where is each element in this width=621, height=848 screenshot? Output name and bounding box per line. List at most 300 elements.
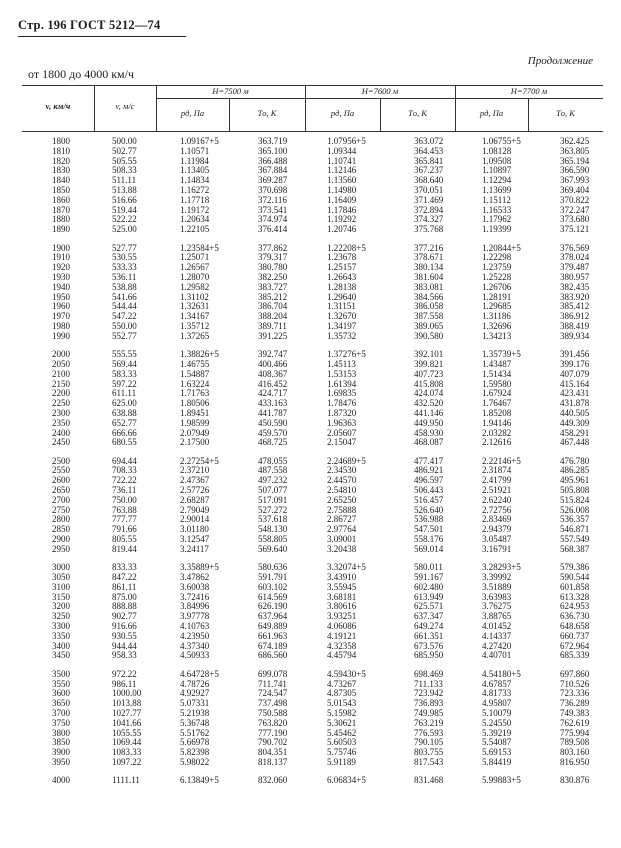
table-cell: 368.640 [414,175,444,186]
table-cell: 661.963 [258,630,288,641]
table-cell: 1.89451 [180,407,210,418]
table-cell: 1.22298 [482,252,512,263]
table-cell: 1.10897 [482,165,512,176]
table-cell: 2000 [52,349,70,360]
table-cell: 550.00 [112,320,137,331]
table-cell: 750.00 [112,494,137,505]
table-row [22,699,603,709]
table-cell: 1.16409 [327,194,357,205]
table-cell: 449.950 [414,417,444,428]
table-cell: 1.06755+5 [482,136,521,146]
table-cell: 1.85208 [482,407,512,418]
table-cell: 1990 [52,330,70,341]
table-cell: 1910 [52,252,70,263]
table-cell: 819.44 [112,543,137,554]
table-cell: 580.011 [414,562,443,573]
table-cell: 2.24689+5 [327,455,366,466]
table-cell: 1.96363 [327,417,357,428]
table-cell: 4.37340 [180,640,210,651]
table-cell: 1.23678 [327,252,357,263]
table-cell: 2.57726 [180,485,210,496]
table-cell: 440.505 [560,407,590,418]
table-row [22,273,603,283]
table-cell: 516.457 [414,494,444,505]
table-cell: 5.75746 [327,747,357,758]
table-cell: 569.44 [112,358,137,369]
table-cell: 2100 [52,368,70,379]
table-cell: 3150 [52,591,70,602]
table-cell: 1.31151 [327,301,356,312]
table-cell: 3.01180 [180,524,209,535]
table-row [22,680,603,690]
table-cell: 365.100 [258,145,288,156]
table-row [22,593,603,603]
table-cell: 5.66978 [180,737,210,748]
table-cell: 5.10079 [482,708,512,718]
table-cell: 613.328 [560,591,590,602]
table-row [22,719,603,729]
table-cell: 1.45113 [327,358,356,369]
table-row [22,466,603,476]
table-cell: 3450 [52,650,70,661]
table-row [22,438,603,448]
table-cell: 516.66 [112,194,137,205]
table-row [22,486,603,496]
table-cell: 370.051 [414,184,444,195]
table-cell: 537.618 [258,514,288,525]
table-cell: 496.597 [414,475,444,486]
table-cell: 3700 [52,708,70,718]
table-cell: 5.69153 [482,747,512,758]
table-cell: 2400 [52,427,70,438]
table-cell: 2.94379 [482,524,512,535]
page-title: Стр. 196 ГОСТ 5212—74 [18,18,161,32]
table-cell: 547.22 [112,311,137,322]
table-cell: 387.558 [414,311,444,322]
table-cell: 637.964 [258,611,288,622]
table-cell: 377.862 [258,242,288,253]
table-cell: 1.76467 [482,398,512,409]
table-row [22,583,603,593]
table-cell: 1.51434 [482,368,512,379]
table-cell: 861.11 [112,581,137,592]
table-cell: 389.934 [560,330,590,341]
table-cell: 1.19292 [327,214,357,225]
table-row [22,186,603,196]
table-cell: 1930 [52,271,70,282]
table-cell: 431.878 [560,398,590,409]
table-cell: 1.31186 [482,311,511,322]
row-group [22,457,603,555]
table-row [22,225,603,235]
table-cell: 389.711 [258,320,287,331]
table-cell: 558.805 [258,534,288,545]
table-row [22,322,603,332]
table-cell: 916.66 [112,621,137,632]
table-cell: 1.20634 [180,214,210,225]
table-cell: 3900 [52,747,70,758]
table-cell: 694.44 [112,455,137,466]
table-cell: 2.22146+5 [482,455,521,466]
table-cell: 817.543 [414,756,444,767]
table-cell: 1800 [52,136,70,146]
table-cell: 1980 [52,320,70,331]
col-header: Tо, К [408,108,427,118]
table-cell: 591.167 [414,572,444,583]
table-cell: 698.469 [414,668,444,679]
table-cell: 790.105 [414,737,444,748]
table-cell: 3.12547 [180,534,210,545]
table-cell: 2150 [52,378,70,389]
col-header: pд, Па [330,108,355,118]
table-cell: 597.22 [112,378,137,389]
table-cell: 736.893 [414,698,444,709]
table-cell: 1083.33 [112,747,142,758]
table-cell: 1.32670 [327,311,357,322]
table-cell: 372.247 [560,204,590,215]
table-cell: 4.78726 [180,678,210,689]
table-cell: 3800 [52,727,70,738]
table-cell: 5.91189 [327,756,356,767]
table-cell: 548.130 [258,524,288,535]
table-cell: 1.32631 [180,301,210,312]
table-cell: 2.68287 [180,494,210,505]
row-group [22,670,603,768]
table-cell: 502.77 [112,145,137,156]
table-cell: 369.404 [560,184,590,195]
table-cell: 2900 [52,534,70,545]
col-header: Tо, К [556,108,575,118]
table-cell: 1880 [52,214,70,225]
table-cell: 1.71763 [180,388,210,399]
table-row [22,709,603,719]
table-cell: 1.22105 [180,224,210,235]
table-cell: 2.34530 [327,465,357,476]
table-cell: 536.988 [414,514,444,525]
table-cell: 4000 [52,775,70,786]
table-cell: 364.453 [414,145,444,156]
table-cell: 1.80506 [180,398,210,409]
table-cell: 380.957 [560,271,590,282]
table-cell: 1.26643 [327,271,357,282]
table-cell: 1055.55 [112,727,142,738]
table-cell: 902.77 [112,611,137,622]
table-cell: 686.560 [258,650,288,661]
table-cell: 369.287 [258,175,288,186]
table-cell: 888.88 [112,601,137,612]
table-cell: 2.79049 [180,504,210,515]
table-cell: 4.06086 [327,621,357,632]
table-cell: 497.232 [258,475,288,486]
table-cell: 624.953 [560,601,590,612]
table-cell: 685.950 [414,650,444,661]
table-cell: 486.285 [560,465,590,476]
table-row [22,563,603,573]
table-cell: 4.92927 [180,688,210,699]
table-cell: 1.53153 [327,368,357,379]
table-cell: 1.35712 [180,320,210,331]
table-cell: 2.05607 [327,427,357,438]
table-cell: 2700 [52,494,70,505]
table-cell: 530.55 [112,252,137,263]
table-cell: 495.961 [560,475,590,486]
table-cell: 3.55945 [327,581,357,592]
header-bottom-rule [22,131,603,132]
table-cell: 790.702 [258,737,288,748]
table-cell: 5.30621 [327,717,357,728]
table-cell: 2750 [52,504,70,515]
table-cell: 763.820 [258,717,288,728]
table-cell: 468.725 [258,437,288,448]
table-row [22,166,603,176]
table-row [22,215,603,225]
table-cell: 1.25157 [327,262,357,273]
table-cell: 763.219 [414,717,444,728]
table-cell: 3.16791 [482,543,512,554]
table-cell: 875.00 [112,591,137,602]
table-cell: 649.889 [258,621,288,632]
table-cell: 1.34213 [482,330,512,341]
table-row [22,525,603,535]
table-cell: 3100 [52,581,70,592]
table-cell: 4.14337 [482,630,512,641]
table-cell: 382.250 [258,271,288,282]
table-cell: 2350 [52,417,70,428]
table-cell: 370.698 [258,184,288,195]
table-cell: 6.13849+5 [180,775,219,786]
table-cell: 1.46755 [180,358,210,369]
table-cell: 5.15982 [327,708,357,718]
table-row [22,419,603,429]
table-cell: 3350 [52,630,70,641]
table-row [22,429,603,439]
table-cell: 388.204 [258,311,288,322]
table-cell: 847.22 [112,572,137,583]
table-cell: 4.10763 [180,621,210,632]
table-cell: 1850 [52,184,70,195]
table-cell: 1.15112 [482,194,511,205]
table-cell: 4.27420 [482,640,512,651]
table-cell: 1.59580 [482,378,512,389]
table-row [22,632,603,642]
table-cell: 590.544 [560,572,590,583]
table-cell: 423.431 [560,388,590,399]
table-cell: 519.44 [112,204,137,215]
continuation-label: Продолжение [527,55,593,67]
table-cell: 2300 [52,407,70,418]
table-cell: 363.072 [414,136,444,146]
table-cell: 4.95807 [482,698,512,709]
table-cell: 367.237 [414,165,444,176]
table-cell: 1.11984 [180,155,209,166]
table-cell: 3.76275 [482,601,512,612]
table-cell: 1.29640 [327,291,357,302]
table-cell: 432.520 [414,398,444,409]
table-cell: 625.00 [112,398,137,409]
table-cell: 944.44 [112,640,137,651]
table-cell: 3.32074+5 [327,562,366,573]
table-cell: 1.31102 [180,291,209,302]
table-cell: 373.541 [258,204,288,215]
table-cell: 4.81733 [482,688,512,699]
row-group [22,350,603,448]
table-cell: 5.01543 [327,698,357,709]
table-row [22,244,603,254]
table-cell: 805.55 [112,534,137,545]
table-cell: 433.163 [258,398,288,409]
table-cell: 373.680 [560,214,590,225]
table-row [22,137,603,147]
table-cell: 5.07331 [180,698,210,709]
table-cell: 1.61394 [327,378,357,389]
table-cell: 3.63983 [482,591,512,602]
table-cell: 365.194 [560,155,590,166]
table-cell: 699.078 [258,668,288,679]
table-cell: 649.274 [414,621,444,632]
table-row [22,253,603,263]
table-cell: 1.28191 [482,291,512,302]
table-cell: 1.67924 [482,388,512,399]
table-cell: 673.576 [414,640,444,651]
table-cell: 1.14980 [327,184,357,195]
table-cell: 399.176 [560,358,590,369]
table-row [22,545,603,555]
table-cell: 1.13560 [327,175,357,186]
table-cell: 478.055 [258,455,288,466]
table-cell: 526.640 [414,504,444,515]
table-cell: 4.01452 [482,621,512,632]
table-cell: 376.414 [258,224,288,235]
table-cell: 5.82398 [180,747,210,758]
table-cell: 4.50933 [180,650,210,661]
table-cell: 383.727 [258,281,288,292]
table-cell: 2.07949 [180,427,210,438]
table-cell: 1970 [52,311,70,322]
table-cell: 366.488 [258,155,288,166]
table-cell: 4.87305 [327,688,357,699]
table-cell: 710.526 [560,678,590,689]
table-cell: 777.77 [112,514,137,525]
table-cell: 547.501 [414,524,444,535]
table-cell: 366.590 [560,165,590,176]
table-row [22,642,603,652]
table-cell: 3000 [52,562,70,573]
table-row [22,776,603,786]
row-group [22,244,603,342]
table-cell: 625.571 [414,601,444,612]
table-cell: 685.339 [560,650,590,661]
table-body [22,137,603,795]
table-cell: 636.730 [560,611,590,622]
table-cell: 441.787 [258,407,288,418]
table-cell: 1.38826+5 [180,349,219,360]
table-row [22,196,603,206]
table-cell: 407.079 [560,368,590,379]
table-cell: 680.55 [112,437,137,448]
table-cell: 3.80616 [327,601,357,612]
table-cell: 568.387 [560,543,590,554]
table-cell: 2.86727 [327,514,357,525]
table-cell: 527.272 [258,504,288,515]
table-row [22,399,603,409]
table-cell: 552.77 [112,330,137,341]
table-cell: 407.723 [414,368,444,379]
table-cell: 3200 [52,601,70,612]
table-cell: 391.456 [560,349,590,360]
table-cell: 505.55 [112,155,137,166]
table-cell: 3.47862 [180,572,210,583]
table-cell: 384.566 [414,291,444,302]
row-group [22,776,603,786]
table-cell: 749.383 [560,708,590,718]
table-cell: 1830 [52,165,70,176]
table-cell: 5.60503 [327,737,357,748]
table-cell: 370.822 [560,194,590,205]
table-cell: 500.00 [112,136,137,146]
table-cell: 390.580 [414,330,444,341]
table-cell: 3.68181 [327,591,357,602]
table-cell: 5.51762 [180,727,210,738]
table-cell: 6.06834+5 [327,775,366,786]
table-cell: 724.547 [258,688,288,699]
table-cell: 505.808 [560,485,590,496]
table-cell: 1.09508 [482,155,512,166]
table-row [22,370,603,380]
table-cell: 3400 [52,640,70,651]
table-cell: 652.77 [112,417,137,428]
table-cell: 1.25071 [180,252,210,263]
table-cell: 415.808 [414,378,444,389]
table-cell: 1.16533 [482,204,512,215]
table-cell: 4.23950 [180,630,210,641]
table-cell: 515.824 [560,494,590,505]
table-cell: 972.22 [112,668,137,679]
table-cell: 486.921 [414,465,444,476]
table-cell: 2.03282 [482,427,512,438]
table-cell: 1.17846 [327,204,357,215]
table-cell: 458.930 [414,427,444,438]
table-cell: 386.912 [560,311,590,322]
table-cell: 1.09344 [327,145,357,156]
table-cell: 4.73267 [327,678,357,689]
table-cell: 1.34167 [180,311,210,322]
table-cell: 1.14834 [180,175,210,186]
table-cell: 367.993 [560,175,590,186]
table-cell: 2.27254+5 [180,455,219,466]
table-cell: 4.19121 [327,630,357,641]
table-cell: 776.593 [414,727,444,738]
altitude-group-header: Н=7600 м [361,86,399,96]
table-cell: 449.309 [560,417,590,428]
table-cell: 424.074 [414,388,444,399]
table-cell: 3.84996 [180,601,210,612]
table-cell: 1.23584+5 [180,242,219,253]
row-group [22,137,603,235]
table-cell: 661.351 [414,630,444,641]
table-cell: 1.23759 [482,262,512,273]
table-cell: 4.32358 [327,640,357,651]
table-row [22,350,603,360]
table-cell: 736.11 [112,485,137,496]
table-cell: 1.63224 [180,378,210,389]
table-cell: 541.66 [112,291,137,302]
table-cell: 648.658 [560,621,590,632]
table-cell: 1.17718 [180,194,210,205]
table-cell: 3650 [52,698,70,709]
table-cell: 527.77 [112,242,137,253]
table-cell: 2.65250 [327,494,357,505]
table-cell: 1.35739+5 [482,349,521,360]
